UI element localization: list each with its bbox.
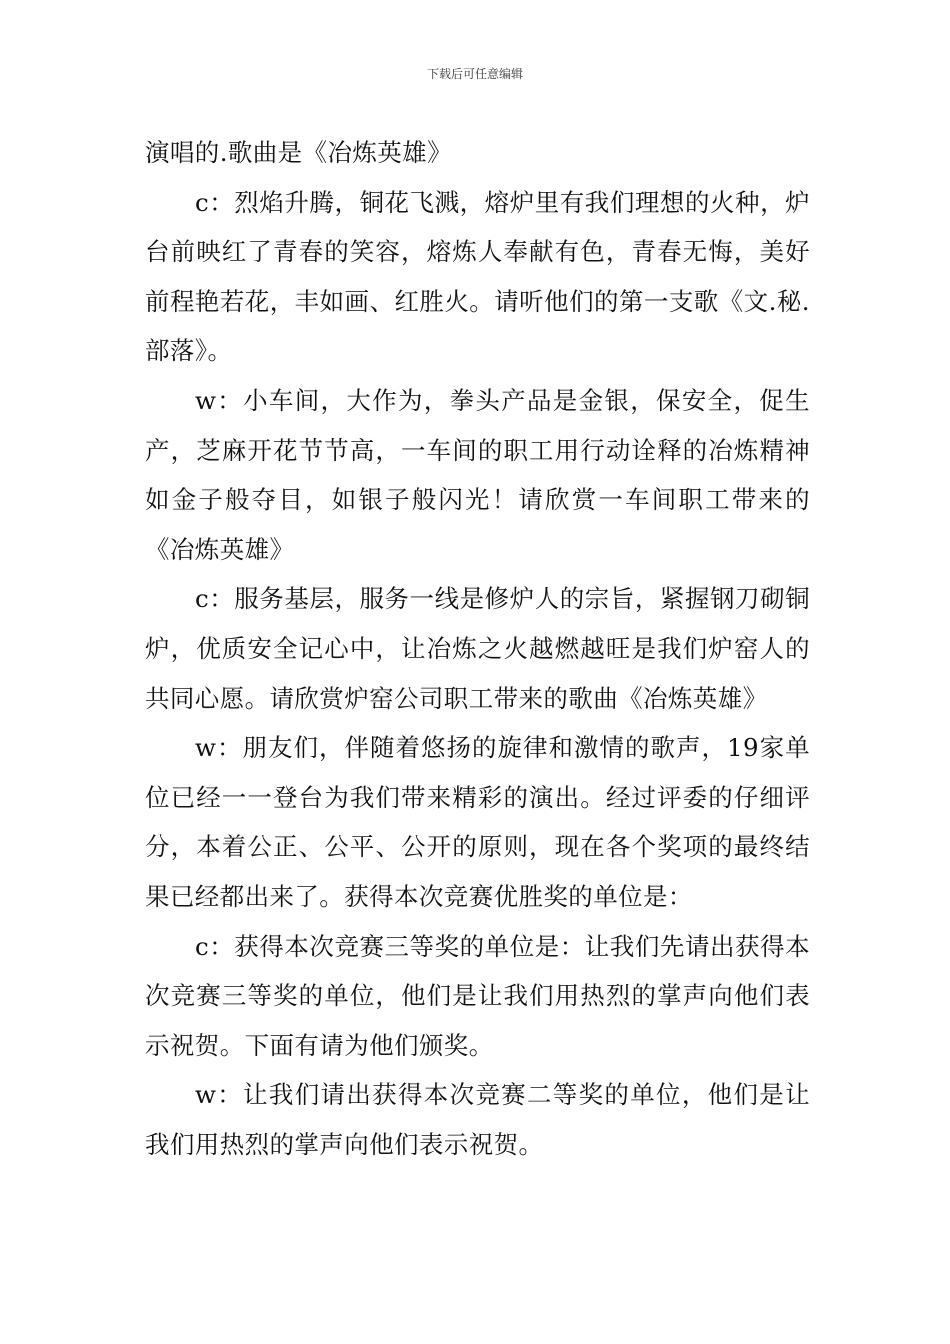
paragraph-c-first-song: c：烈焰升腾，铜花飞溅，熔炉里有我们理想的火种，炉台前映红了青春的笑容，熔炼人奉献有色，青春无悔，美好前程艳若花，丰如画、红胜火。请听他们的第一支歌《文.秘.部落》。 xyxy=(145,187,810,366)
paragraph-w-workshop-one: w：小车间，大作为，拳头产品是金银，保安全，促生产，芝麻开花节节高，一车间的职工用行动诠释的冶炼精神如金子般夺目，如银子般闪光！请欣赏一车间职工带来的《冶炼英雄》 xyxy=(145,385,810,564)
paragraph-c-furnace-company: c：服务基层，服务一线是修炉人的宗旨，紧握钢刀砌铜炉，优质安全记心中，让冶炼之火越燃越旺是我们炉窑人的共同心愿。请欣赏炉窑公司职工带来的歌曲《冶炼英雄》 xyxy=(145,584,810,713)
page-header: 下载后可任意编辑 xyxy=(426,67,523,81)
paragraph-song-intro: 演唱的.歌曲是《冶炼英雄》 xyxy=(145,138,452,167)
paragraph-w-results: w：朋友们，伴随着悠扬的旋律和激情的歌声，19家单位已经一一登台为我们带来精彩的演出。经过评委的仔细评分，本着公正、公平、公开的原则，现在各个奖项的最终结果已经都出来了。获得本次竞赛优胜奖的单位是： xyxy=(145,733,810,911)
paragraph-c-third-prize: c：获得本次竞赛三等奖的单位是：让我们先请出获得本次竞赛三等奖的单位，他们是让我们用热烈的掌声向他们表示祝贺。下面有请为他们颁奖。 xyxy=(145,931,810,1060)
document-body xyxy=(145,128,810,1169)
paragraph-w-second-prize: w：让我们请出获得本次竞赛二等奖的单位，他们是让我们用热烈的掌声向他们表示祝贺。 xyxy=(145,1080,810,1159)
